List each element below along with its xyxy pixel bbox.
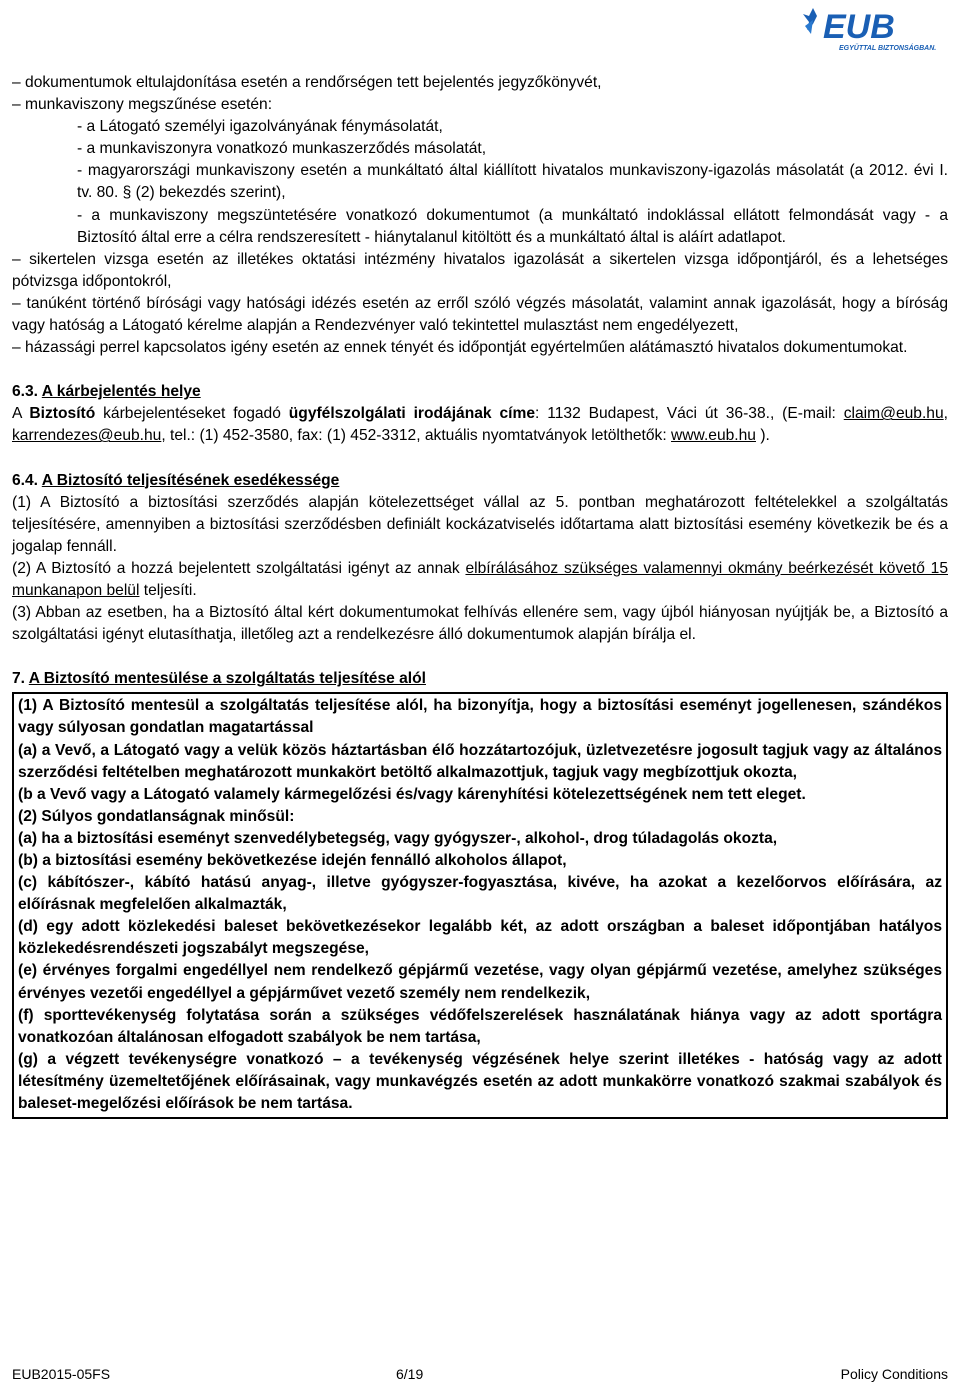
logo-text: EUB <box>823 8 895 46</box>
subitem-szemelyi: - a Látogató személyi igazolványának fénymásolatát, <box>77 118 443 136</box>
item-munkaviszony: – munkaviszony megszűnése esetén: <box>12 96 273 114</box>
section-heading-6-3: 6.3. A kárbejelentés helye <box>12 383 201 401</box>
item-tanu: – tanúként történő bírósági vagy hatósági idézés esetén az erről szóló végzés másolatát, valamint annak igazolását, hogy a bíróság vagy hatóság a Látogató kérelme alapján a Rendezvényer való tekintettel mulasztást nem engedélyezett, <box>12 294 948 335</box>
section-7-item: (1) A Biztosító mentesül a szolgáltatás teljesítése alól, ha bizonyítja, hogy a biztosítási eseményt jogellenesen, szándékos vagy súlyosan gondatlan magatartással <box>18 697 942 737</box>
footer-code: EUB2015-05FS <box>12 1366 111 1382</box>
subitem-munkaszerzodes: - a munkaviszonyra vonatkozó munkaszerződés másolatát, <box>77 140 487 158</box>
email-claim-link[interactable]: claim@eub.hu <box>843 405 944 423</box>
logo-tagline: EGYÜTTAL BIZTONSÁGBAN. <box>839 45 937 52</box>
eub-logo <box>801 6 946 52</box>
section-7-item: (b a Vevő vagy a Látogató valamely kármegelőzési és/vagy kárenyhítési kötelezettségének nem tett eleget. <box>18 785 806 803</box>
section-6-4-p3: (3) Abban az esetben, ha a Biztosító által kért dokumentumokat felhívás ellenére sem, vagy újból hiányosan nyújtják be, a Biztosító a szolgáltatási igényt elutasíthatja, illetőleg azt a rendelkezésre álló dokumentumok alapján bírálja el. <box>12 604 948 644</box>
item-hazassagi: – házassági perrel kapcsolatos igény esetén az ennek tényét és időpontját egyértelműen alátámasztó hivatalos dokumentumokat. <box>12 339 908 357</box>
section-7-item: (b) a biztosítási esemény bekövetkezése idején fennálló alkoholos állapot, <box>18 852 567 869</box>
section-7-item: (a) a Vevő, a Látogató vagy a velük közös háztartásban élő hozzátartozójuk, üzletvezetésre jogosult tagjuk vagy az általános szerződési feltételben meghatározott munkakört betöltő alkalmazottjuk, tagjuk vagy megbízottjuk okozta, <box>18 741 942 781</box>
section-6-4-p2: (2) A Biztosító a hozzá bejelentett szolgáltatási igényt az annak elbírálásához szükséges valamennyi okmány beérkezését követő 15 munkanapon belül teljesíti. <box>12 559 948 599</box>
section-7-box <box>12 692 948 1119</box>
section-6-3-text: A Biztosító kárbejelentéseket fogadó ügyfélszolgálati irodájának címe: 1132 Budapest, Váci út 36-38., (E-mail: claim@eub.hu, karrendezes@eub.hu, tel.: (1) 452-3580, fax: (1) 452-3312, aktuális nyomtatványok letölthetők: www.eub.hu ). <box>12 405 948 445</box>
section-7-item: (e) érvényes forgalmi engedéllyel nem rendelkező gépjármű vezetése, vagy olyan gépjármű vezetése, amelyhez szükséges érvényes vezetői engedéllyel a gépjárművet vezető személy nem rendelkezik, <box>18 962 942 1002</box>
subitem-megszuntetes: - a munkaviszony megszüntetésére vonatkozó dokumentumot (a munkáltató indoklással ellátott felmondását vagy - a Biztosító által erre a célra rendszeresített - hiánytalanul kitöltött és a munkáltató által is aláírt adatlapot. <box>77 206 948 246</box>
email-karrendezes-link[interactable]: karrendezes@eub.hu <box>12 427 162 445</box>
footer-page-number: 6/19 <box>396 1366 424 1382</box>
page-footer <box>12 1366 948 1384</box>
section-heading-6-4: 6.4. A Biztosító teljesítésének esedékessége <box>12 471 340 489</box>
document-body <box>12 72 948 1119</box>
item-vizsga: – sikertelen vizsga esetén az illetékes oktatási intézmény hivatalos igazolását a sikertelen vizsga időpontjáról, és a lehetséges pótvizsga időpontokról, <box>12 250 948 290</box>
section-7-item: (2) Súlyos gondatlanságnak minősül: <box>18 807 295 825</box>
item-dokumentumok: – dokumentumok eltulajdonítása esetén a rendőrségen tett bejelentés jegyzőkönyvét, <box>12 74 602 91</box>
subitem-igazolas: - magyarországi munkaviszony esetén a munkáltató által kiállított hivatalos munkaviszony-igazolás másolatát (a 2012. évi I. tv. 80. § (2) bekezdés szerint), <box>77 162 948 202</box>
footer-title: Policy Conditions <box>840 1366 948 1382</box>
section-6-4-p1: (1) A Biztosító a biztosítási szerződés alapján kötelezettséget vállal az 5. pontban meghatározott feltételekkel a szolgáltatás teljesítésére, amennyiben a biztosítási szerződésben definiált kockázatviselés időtartama alatt biztosítási esemény következik be és a jogalap fennáll. <box>12 493 948 555</box>
section-heading-7: 7. A Biztosító mentesülése a szolgáltatás teljesítése alól <box>12 670 426 688</box>
section-7-item: (g) a végzett tevékenységre vonatkozó – a tevékenység végzésének helye szerint illetékes - hatóság vagy az adott létesítmény üzemeltetőjének előírásainak, vagy munkavégzés esetén az adott munkakörre vonatkozó szakmai szabályok és baleset-megelőzési előírások be nem tartása. <box>18 1050 942 1113</box>
section-7-item: (d) egy adott közlekedési baleset bekövetkezésekor legalább két, az adott országban a baleset időpontjában hatályos közlekedésrendészeti jogszabályt megszegése, <box>18 918 942 958</box>
section-7-item: (c) kábítószer-, kábító hatású anyag-, illetve gyógyszer-fogyasztása, kivéve, ha azokat a kezelőorvos előírására, az előírásnak megfelelően alkalmazták, <box>18 874 942 914</box>
website-link[interactable]: www.eub.hu <box>671 427 756 445</box>
section-7-item: (f) sporttevékenység folytatása során a szükséges védőfelszerelések használatának hiánya vagy az adott sportágra vonatkozóan általánosan elfogadott szabályok be nem tartása, <box>18 1006 942 1046</box>
section-7-item: (a) ha a biztosítási eseményt szenvedélybetegség, vagy gyógyszer-, alkohol-, drog túladagolás okozta, <box>18 829 778 847</box>
